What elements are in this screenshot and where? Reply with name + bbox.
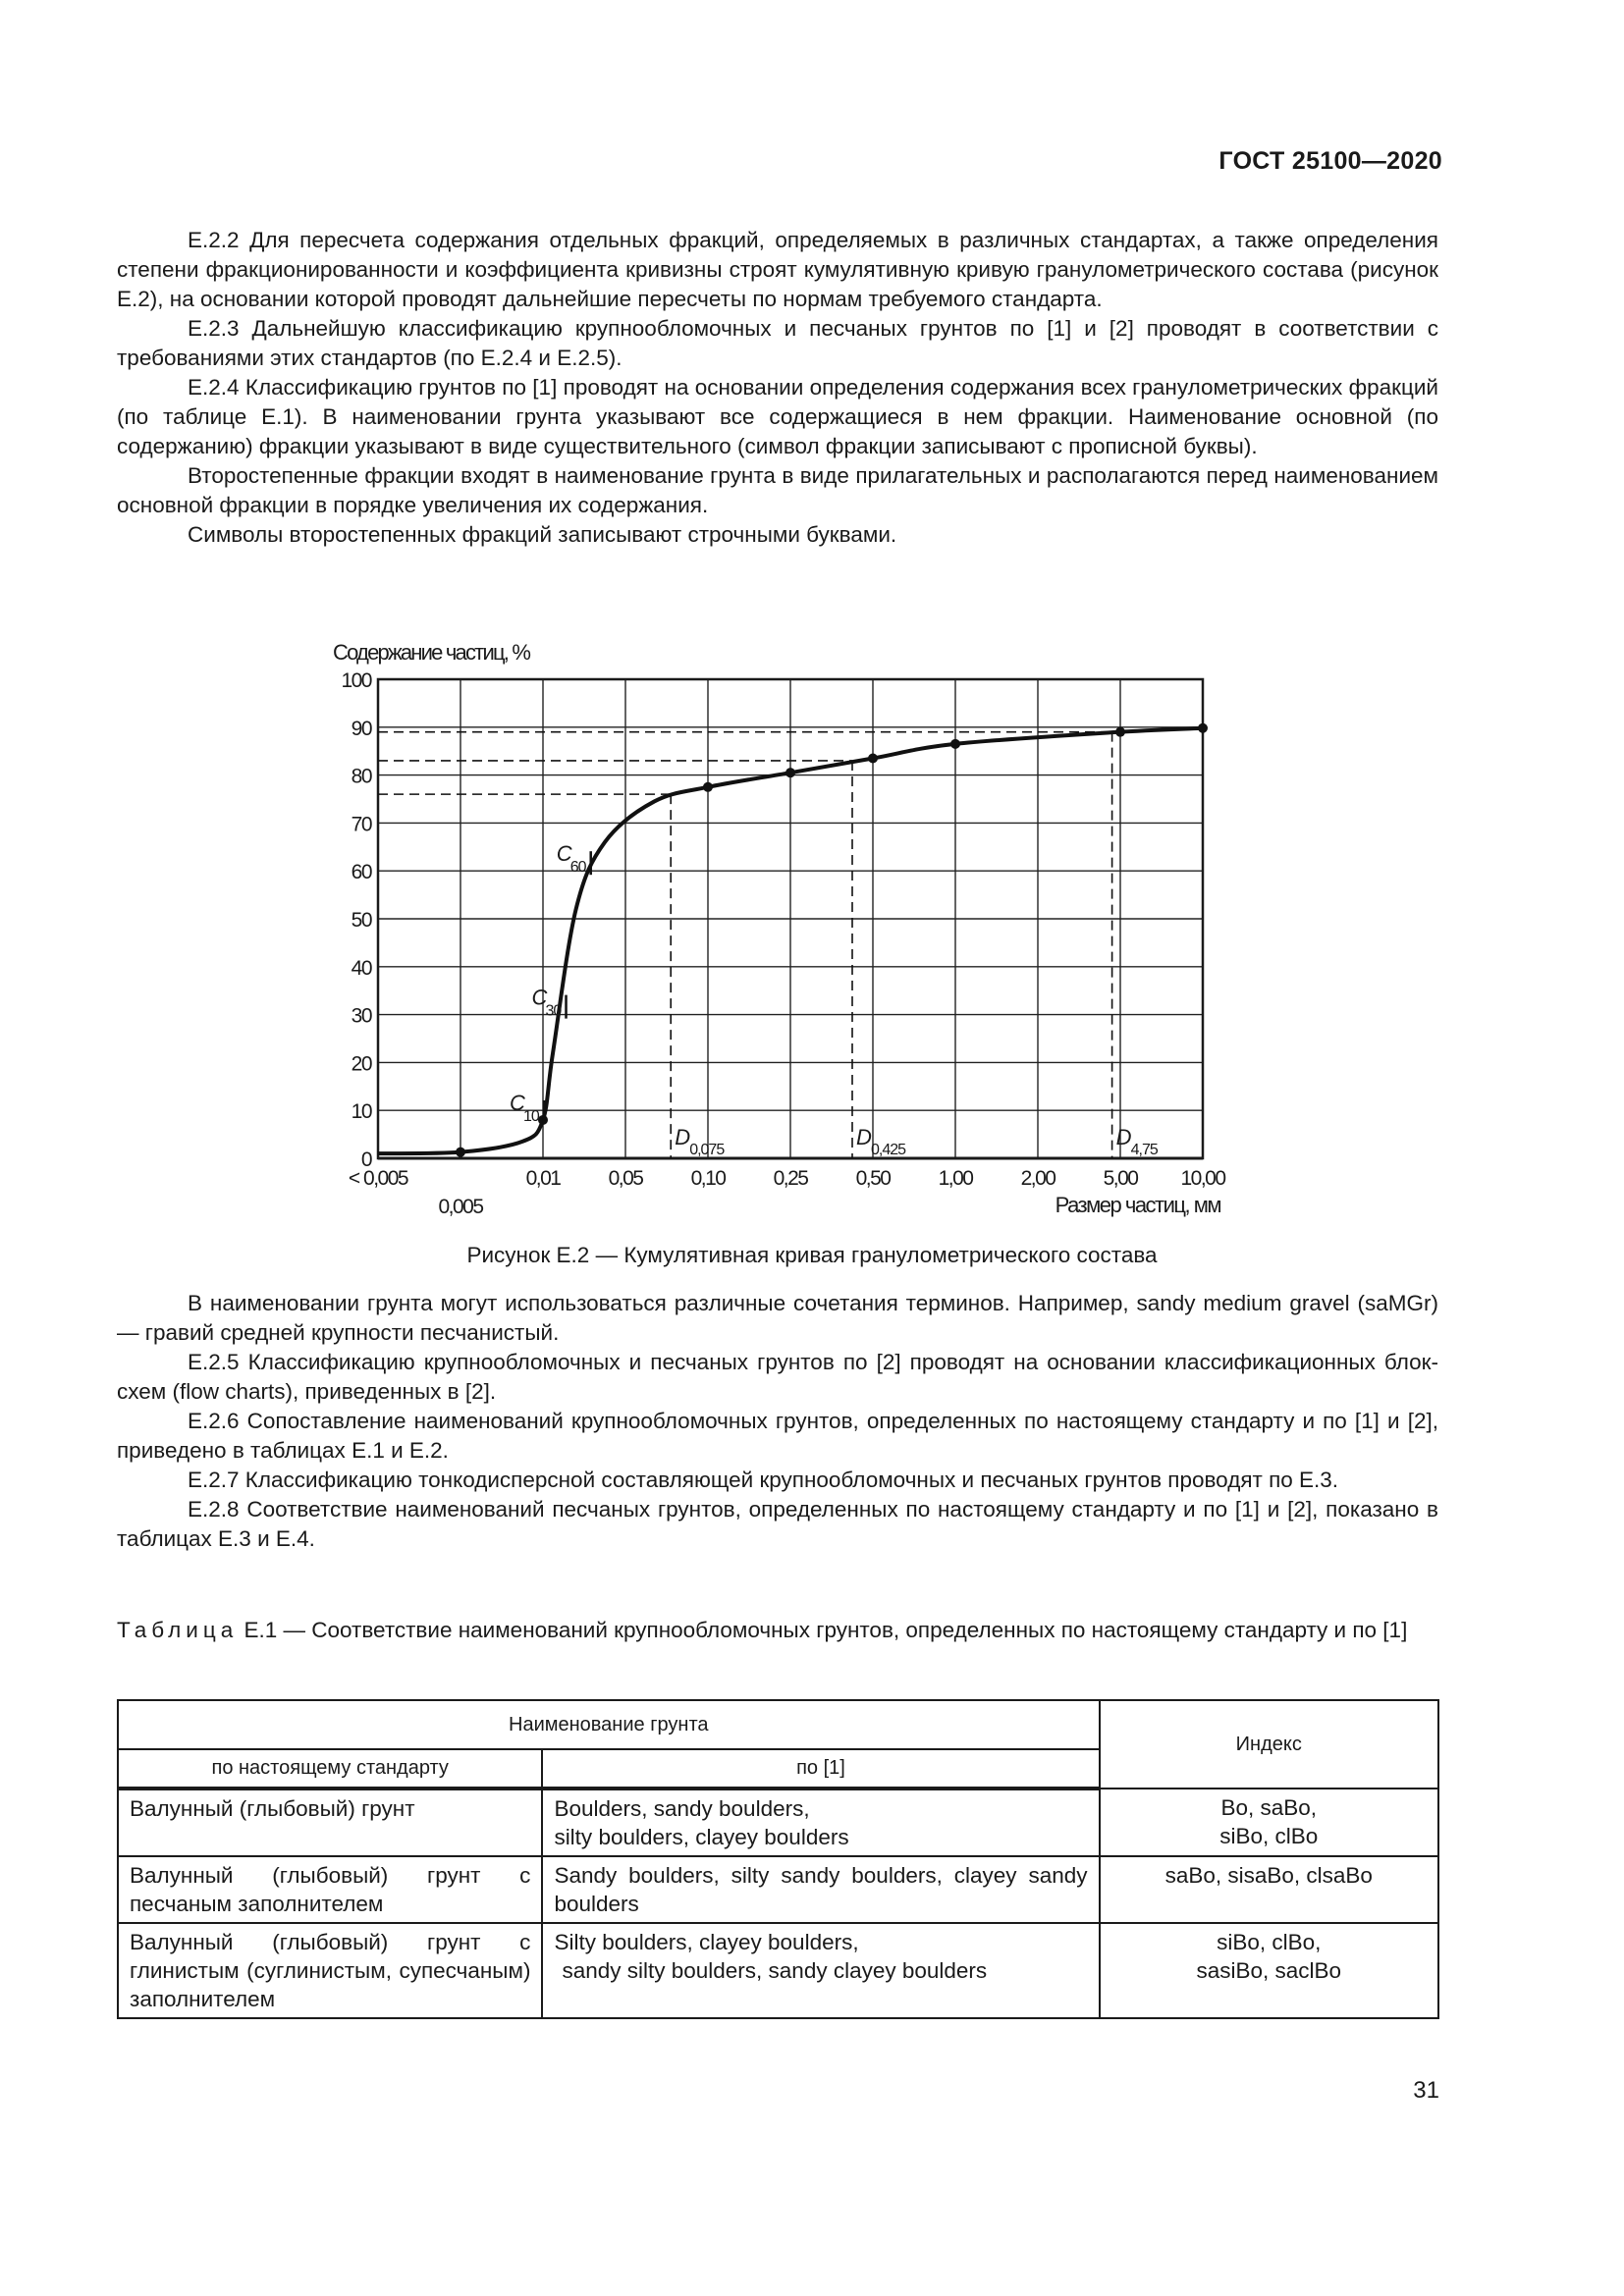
annotation-subscript: 0,425 bbox=[871, 1142, 906, 1158]
x-tick-label: 2,00 bbox=[1020, 1167, 1056, 1190]
header-index: Индекс bbox=[1100, 1700, 1439, 1789]
figure-caption: Рисунок Е.2 — Кумулятивная кривая гранулометрического состава bbox=[466, 1243, 1158, 1267]
cell-index bbox=[1100, 1923, 1439, 2018]
paragraph-e-2-7: Е.2.7 Классификацию тонкодисперсной составляющей крупнообломочных и песчаных грунтов проводят по Е.3. bbox=[188, 1468, 1339, 1492]
cell-index-line: sasiBo, saclBo bbox=[1196, 1958, 1342, 1983]
page-number: 31 bbox=[1413, 2077, 1439, 2104]
table-title bbox=[117, 1616, 1438, 1645]
header-ref-1: по [1] bbox=[542, 1749, 1099, 1789]
data-point bbox=[950, 739, 960, 749]
cell-index-line: siBo, clBo, bbox=[1217, 1930, 1322, 1954]
annotation-label: C bbox=[510, 1090, 524, 1115]
paragraph-e-2-5: Е.2.5 Классификацию крупнообломочных и песчаных грунтов по [2] проводят на основании классификационных блок-схем (flow charts), приведенных в [2]. bbox=[117, 1350, 1438, 1404]
y-tick-label: 60 bbox=[351, 861, 371, 884]
x-tick-label: 0,05 bbox=[608, 1167, 643, 1190]
annotation-label: C bbox=[556, 841, 571, 867]
cell-soil-name: Валунный (глыбовый) грунт bbox=[118, 1789, 542, 1856]
table-row bbox=[118, 1789, 1438, 1856]
table-header-row bbox=[118, 1700, 1438, 1749]
x-tick-label: < 0,005 bbox=[348, 1167, 408, 1190]
cell-ref-name-line: silty boulders, clayey boulders bbox=[554, 1825, 849, 1849]
table-title-lead: Таблица bbox=[117, 1618, 239, 1642]
paragraph-e-2-2: Е.2.2 Для пересчета содержания отдельных фракций, определяемых в различных стандартах, а также определения степени фракционированности и коэффициента кривизны строят кумулятивную кривую гранулометрического состава (рисунок Е.2), на основании которой проводят дальнейшие пересчеты по нормам требуемого стандарта. bbox=[117, 228, 1438, 311]
data-point bbox=[868, 754, 878, 764]
paragraph-symbols: Символы второстепенных фракций записывают строчными буквами. bbox=[188, 522, 897, 547]
header-soil-name: Наименование грунта bbox=[118, 1700, 1100, 1749]
y-tick-label: 50 bbox=[351, 909, 371, 932]
cell-soil-name: Валунный (глыбовый) грунт с глинистым (суглинистым, супесчаным) заполнителем bbox=[118, 1923, 542, 2018]
cumulative-curve-figure bbox=[319, 633, 1242, 1222]
annotation-label: D bbox=[675, 1125, 690, 1149]
cell-ref-name bbox=[542, 1923, 1099, 2018]
annotation-subscript: 30 bbox=[545, 1002, 562, 1020]
data-point bbox=[703, 782, 713, 792]
y-tick-label: 40 bbox=[351, 956, 371, 980]
cell-ref-name-line: Boulders, sandy boulders, bbox=[554, 1796, 810, 1821]
x-tick-label: 10,00 bbox=[1180, 1167, 1225, 1190]
cell-ref-name-line: sandy silty boulders, sandy clayey boulders bbox=[562, 1958, 988, 1983]
annotation-subscript: 0,075 bbox=[689, 1142, 725, 1158]
paragraph-e-2-4: Е.2.4 Классификацию грунтов по [1] проводят на основании определения содержания всех гранулометрических фракций (по таблице Е.1). В наименовании грунта указывают все содержащиеся в нем фракции. Наименование основной (по содержанию) фракции указывают в виде существительного (символ фракции записывают с прописной буквы). bbox=[117, 375, 1438, 458]
x-axis-title: Размер частиц, мм bbox=[1055, 1193, 1220, 1217]
data-point bbox=[456, 1148, 465, 1157]
cell-index: saBo, sisaBo, clsaBo bbox=[1100, 1856, 1439, 1923]
x-tick-label: 0,25 bbox=[773, 1167, 808, 1190]
text-block-before-figure bbox=[117, 226, 1438, 550]
annotation-label: D bbox=[856, 1125, 871, 1149]
x-tick-label: 0,10 bbox=[690, 1167, 726, 1190]
x-tick-label: 1,00 bbox=[938, 1167, 973, 1190]
paragraph-e-2-8: Е.2.8 Соответствие наименований песчаных грунтов, определенных по настоящему стандарту и по [1] и [2], показано в таблицах Е.3 и Е.4. bbox=[117, 1497, 1438, 1551]
table-row bbox=[118, 1856, 1438, 1923]
y-tick-label: 30 bbox=[351, 1004, 371, 1028]
x-tick-label: 0,01 bbox=[525, 1167, 561, 1190]
cell-index-line: Bo, saBo, bbox=[1220, 1795, 1318, 1820]
x-tick-label: 0,50 bbox=[855, 1167, 891, 1190]
header-this-standard: по настоящему стандарту bbox=[118, 1749, 542, 1789]
table-row bbox=[118, 1923, 1438, 2018]
document-header: ГОСТ 25100—2020 bbox=[1218, 147, 1442, 175]
data-point bbox=[1198, 723, 1208, 733]
data-point bbox=[785, 768, 795, 777]
x-tick-label: 0,005 bbox=[438, 1196, 483, 1218]
paragraph-e-2-6: Е.2.6 Сопоставление наименований крупнообломочных грунтов, определенных по настоящему стандарту и по [1] и [2], приведено в таблицах Е.1 и Е.2. bbox=[117, 1409, 1438, 1463]
x-tick-label: 5,00 bbox=[1103, 1167, 1138, 1190]
paragraph-e-2-3: Е.2.3 Дальнейшую классификацию крупнообломочных и песчаных грунтов по [1] и [2] проводят в соответствии с требованиями этих стандартов (по Е.2.4 и Е.2.5). bbox=[117, 316, 1438, 370]
annotation-subscript: 60 bbox=[569, 859, 586, 877]
annotation-subscript: 4,75 bbox=[1130, 1142, 1158, 1158]
cell-ref-name: Sandy boulders, silty sandy boulders, clayey sandy boulders bbox=[542, 1856, 1099, 1923]
annotation-subscript: 10 bbox=[523, 1107, 539, 1125]
y-axis-title: Содержание частиц, % bbox=[333, 640, 530, 665]
y-tick-label: 0 bbox=[360, 1148, 371, 1171]
y-tick-label: 10 bbox=[351, 1100, 371, 1124]
table-title-text: Е.1 — Соответствие наименований крупнообломочных грунтов, определенных по настоящему стандарту и по [1] bbox=[238, 1618, 1408, 1642]
cell-soil-name: Валунный (глыбовый) грунт с песчаным заполнителем bbox=[118, 1856, 542, 1923]
y-tick-label: 90 bbox=[351, 717, 371, 740]
table-e1 bbox=[117, 1699, 1439, 2019]
cell-ref-name bbox=[542, 1789, 1099, 1856]
y-tick-label: 80 bbox=[351, 765, 371, 788]
cell-ref-name-line: Silty boulders, clayey boulders, bbox=[554, 1930, 859, 1954]
y-tick-label: 20 bbox=[351, 1052, 371, 1076]
y-tick-label: 100 bbox=[341, 669, 371, 692]
data-point bbox=[1115, 727, 1125, 737]
cell-index-line: siBo, clBo bbox=[1219, 1824, 1319, 1848]
annotation-label: D bbox=[1115, 1125, 1131, 1149]
text-block-after-figure bbox=[117, 1289, 1438, 1554]
cell-index bbox=[1100, 1789, 1439, 1856]
paragraph-secondary-fractions: Второстепенные фракции входят в наименование грунта в виде прилагательных и располагаются перед наименованием основной фракции в порядке увеличения их содержания. bbox=[117, 463, 1438, 517]
y-tick-label: 70 bbox=[351, 813, 371, 836]
paragraph-combinations: В наименовании грунта могут использоваться различные сочетания терминов. Например, sandy medium gravel (saMGr) — гравий средней крупности песчанистый. bbox=[117, 1291, 1438, 1345]
cumulative-curve-chart bbox=[319, 633, 1242, 1222]
annotation-label: C bbox=[531, 985, 547, 1010]
